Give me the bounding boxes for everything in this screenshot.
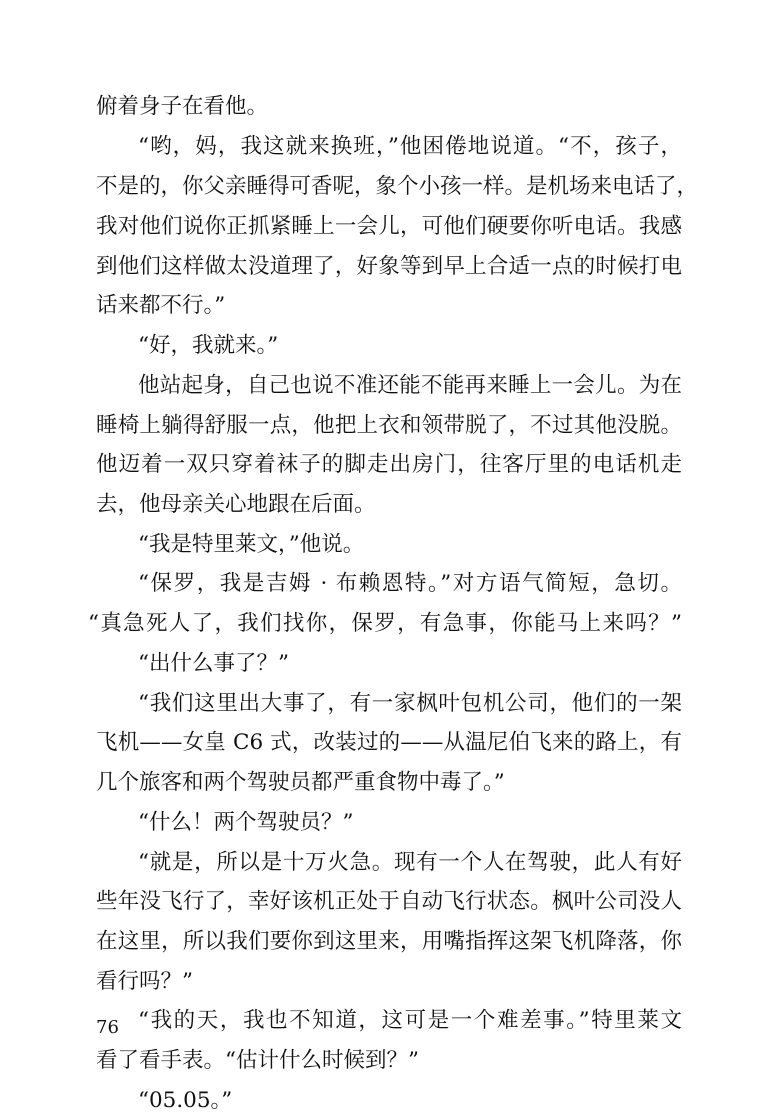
text-line: 不是的，你父亲睡得可香呢，象个小孩一样。是机场来电话了， — [96, 174, 699, 199]
text-line: “05.05。” — [138, 1088, 233, 1113]
text-line: “就是，所以是十万火急。现有一个人在驾驶，此人有好 — [138, 850, 682, 875]
text-line: “我的天，我也不知道，这可是一个难差事。”特里莱文 — [138, 1008, 682, 1033]
text-line: 俯着身子在看他。 — [96, 94, 269, 119]
text-line: “我们这里出大事了，有一家枫叶包机公司，他们的一架 — [138, 691, 682, 716]
page-number: 76 — [96, 1017, 119, 1038]
text-line: 看行吗？” — [96, 969, 193, 994]
text-line: “什么！两个驾驶员？” — [138, 810, 354, 835]
text-line: “保罗，我是吉姆 · 布赖恩特。”对方语气简短，急切。 — [138, 571, 682, 596]
text-line: 看了看手表。“估计什么时候到？” — [96, 1048, 419, 1073]
text-line: 些年没飞行了，幸好该机正处于自动飞行状态。枫叶公司没人 — [96, 889, 682, 914]
text-line: 他站起身，自己也说不准还能不能再来睡上一会儿。为在 — [138, 373, 682, 398]
text-line: 飞机——女皇 C6 式，改装过的——从温尼伯飞来的路上，有 — [96, 730, 682, 755]
text-line: “我是特里莱文，”他说。 — [138, 532, 365, 557]
text-line: 到他们这样做太没道理了，好象等到早上合适一点的时候打电 — [96, 254, 682, 279]
text-line: “好，我就来。” — [138, 333, 279, 358]
text-line: 睡椅上躺得舒服一点，他把上衣和领带脱了，不过其他没脱。 — [96, 413, 682, 438]
text-line: “哟，妈，我这就来换班，”他困倦地说道。“不，孩子， — [138, 134, 682, 159]
text-line: 几个旅客和两个驾驶员都严重食物中毒了。” — [96, 770, 505, 795]
text-line: 他迈着一双只穿着袜子的脚走出房门，往客厅里的电话机走 — [96, 452, 682, 477]
text-line: 话来都不行。” — [96, 293, 226, 318]
text-line: 我对他们说你正抓紧睡上一会儿，可他们硬要你听电话。我感 — [96, 214, 682, 239]
text-line: 在这里，所以我们要你到这里来，用嘴指挥这架飞机降落，你 — [96, 929, 682, 954]
text-line: “真急死人了，我们找你，保罗，有急事，你能马上来吗？” — [88, 611, 682, 636]
text-line: 去，他母亲关心地跟在后面。 — [96, 492, 376, 517]
text-line: “出什么事了？” — [138, 651, 289, 676]
